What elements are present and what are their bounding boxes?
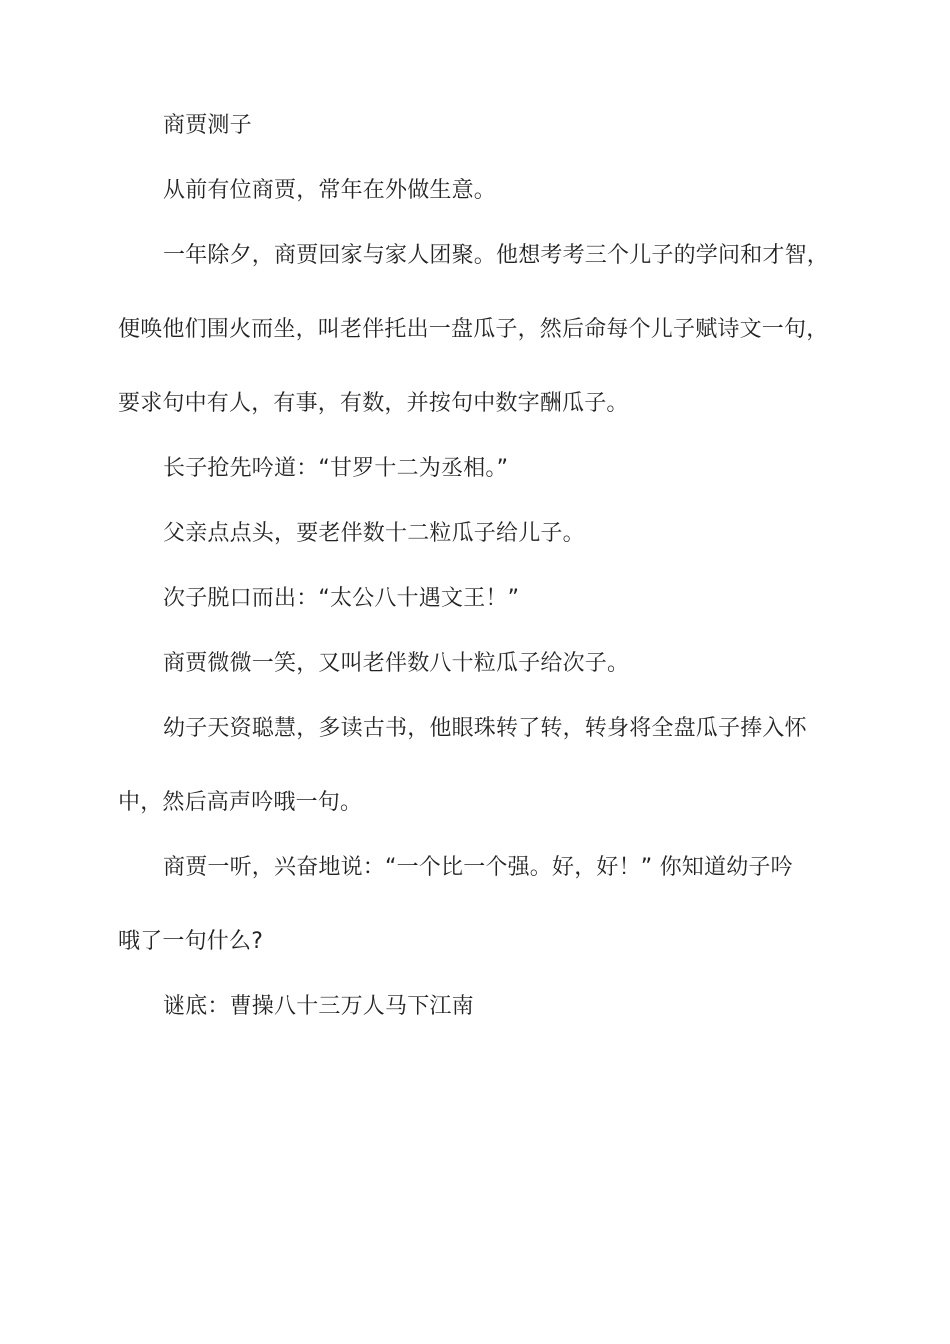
paragraph-line: 便唤他们围火而坐，叫老伴托出一盘瓜子，然后命每个儿子赋诗文一句，	[118, 317, 829, 342]
paragraph-line: 父亲点点头，要老伴数十二粒瓜子给儿子。	[163, 521, 585, 546]
paragraph-line: 中，然后高声吟哦一句。	[118, 790, 363, 815]
paragraph-line: 要求句中有人，有事，有数，并按句中数字酬瓜子。	[118, 391, 629, 416]
paragraph-line: 幼子天资聪慧，多读古书，他眼珠转了转，转身将全盘瓜子捧入怀	[163, 716, 807, 741]
paragraph-line: 次子脱口而出：“太公八十遇文王！”	[163, 586, 520, 611]
riddle-answer: 谜底：曹操八十三万人马下江南	[163, 994, 474, 1019]
paragraph-line: 哦了一句什么?	[118, 929, 264, 954]
paragraph-line: 长子抢先吟道：“甘罗十二为丞相。”	[163, 456, 509, 481]
paragraph-line: 商贾一听，兴奋地说：“一个比一个强。好，好！” 你知道幼子吟	[163, 855, 793, 880]
paragraph-line: 商贾微微一笑，又叫老伴数八十粒瓜子给次子。	[163, 651, 630, 676]
paragraph-line: 从前有位商贾，常年在外做生意。	[163, 178, 497, 203]
paragraph-line: 一年除夕，商贾回家与家人团聚。他想考考三个儿子的学问和才智，	[163, 243, 830, 268]
document-title: 商贾测子	[163, 113, 252, 138]
